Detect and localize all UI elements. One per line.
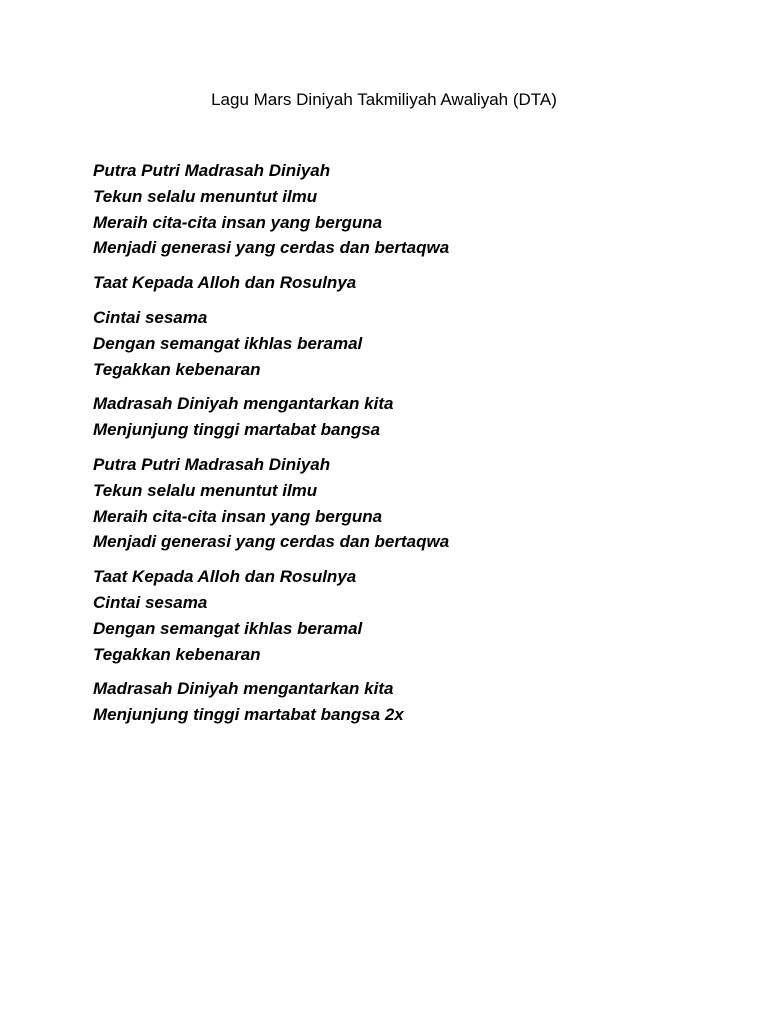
lyric-line: Cintai sesama [93,592,208,612]
stanza [93,564,713,667]
lyric-line: Putra Putri Madrasah Diniyah [93,454,331,474]
lyric-line: Taat Kepada Alloh dan Rosulnya [93,567,357,587]
stanza [93,158,713,261]
lyric-line: Madrasah Diniyah mengantarkan kita [93,679,394,699]
stanza [93,452,713,555]
lyric-line: Menjadi generasi yang cerdas dan bertaqwa [93,532,450,552]
lyric-line: Madrasah Diniyah mengantarkan kita [93,394,394,414]
stanza [93,305,713,382]
lyric-line: Meraih cita-cita insan yang berguna [93,212,383,232]
lyric-line: Tekun selalu menuntut ilmu [93,480,318,500]
document-title: Lagu Mars Diniyah Takmiliyah Awaliyah (DTA) [211,90,557,109]
lyric-line: Menjadi generasi yang cerdas dan bertaqwa [93,238,450,258]
stanza [93,270,713,296]
lyric-line: Menjunjung tinggi martabat bangsa [93,420,381,440]
lyric-line: Menjunjung tinggi martabat bangsa 2x [93,705,404,725]
lyric-line: Tegakkan kebenaran [93,644,261,664]
lyric-line: Dengan semangat ikhlas beramal [93,333,363,353]
lyric-line: Dengan semangat ikhlas beramal [93,618,363,638]
lyric-line: Meraih cita-cita insan yang berguna [93,506,383,526]
lyric-line: Cintai sesama [93,307,208,327]
lyric-line: Taat Kepada Alloh dan Rosulnya [93,273,357,293]
lyric-line: Tekun selalu menuntut ilmu [93,186,318,206]
stanza [93,676,713,728]
lyric-line: Tegakkan kebenaran [93,359,261,379]
lyric-line: Putra Putri Madrasah Diniyah [93,161,331,180]
stanza [93,391,713,443]
lyrics-body [93,158,713,737]
